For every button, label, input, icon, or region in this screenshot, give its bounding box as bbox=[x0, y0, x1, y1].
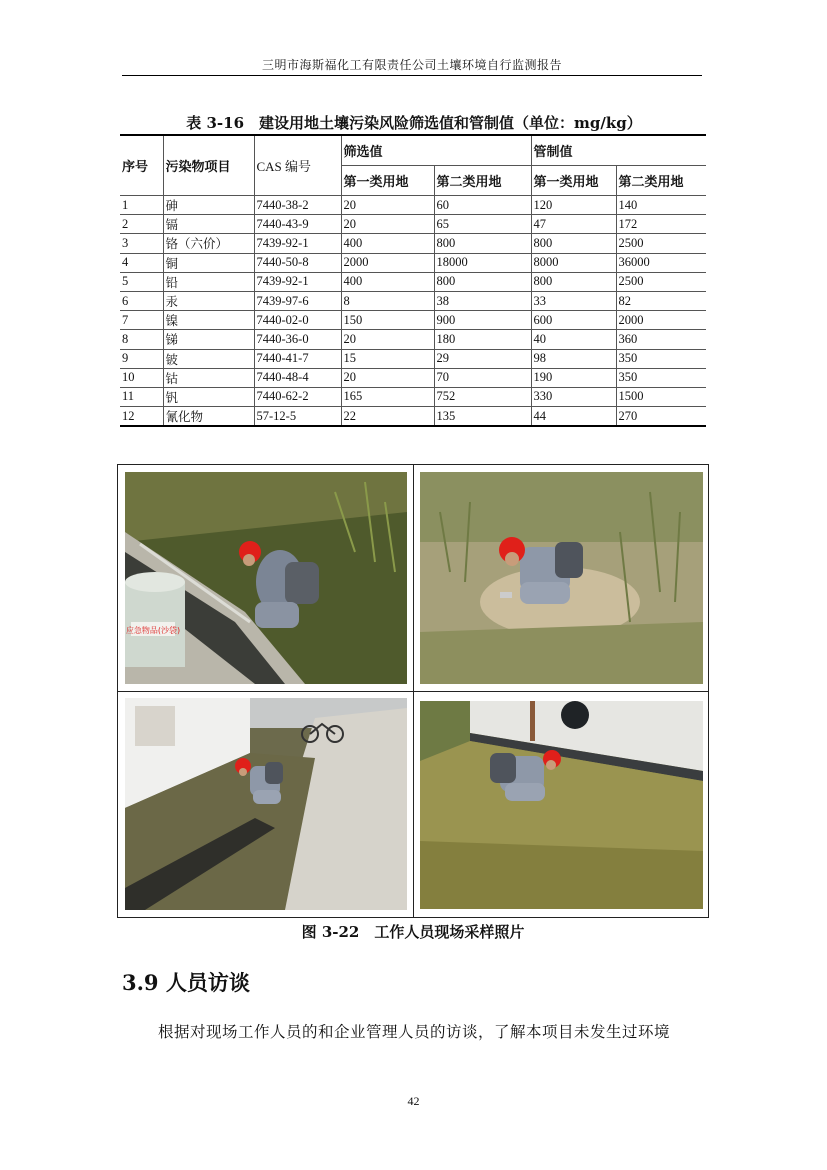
header-divider bbox=[122, 75, 702, 76]
table-row bbox=[120, 407, 706, 427]
header-control-class2: 第二类用地 bbox=[616, 166, 706, 196]
table-row bbox=[120, 387, 706, 406]
cell-control-class1: 8000 bbox=[531, 253, 616, 272]
cell-control-class1: 190 bbox=[531, 368, 616, 387]
header-screening: 筛选值 bbox=[341, 135, 531, 166]
cell-control-class2: 360 bbox=[616, 330, 706, 349]
cell-index: 5 bbox=[120, 272, 163, 291]
cell-screening-class2: 70 bbox=[434, 368, 531, 387]
cell-control-class1: 800 bbox=[531, 234, 616, 253]
cell-index: 4 bbox=[120, 253, 163, 272]
page-number: 42 bbox=[407, 1094, 420, 1108]
cell-screening-class1: 15 bbox=[341, 349, 434, 368]
cell-cas: 7439-97-6 bbox=[254, 291, 341, 310]
cell-pollutant: 钒 bbox=[163, 387, 254, 406]
cell-screening-class1: 22 bbox=[341, 407, 434, 427]
cell-index: 10 bbox=[120, 368, 163, 387]
cell-screening-class2: 752 bbox=[434, 387, 531, 406]
cell-cas: 7440-36-0 bbox=[254, 330, 341, 349]
table-row bbox=[120, 234, 706, 253]
page-header: 三明市海斯福化工有限责任公司土壤环境自行监测报告 bbox=[261, 58, 562, 72]
cell-index: 2 bbox=[120, 215, 163, 234]
cell-control-class1: 330 bbox=[531, 387, 616, 406]
cell-screening-class2: 900 bbox=[434, 311, 531, 330]
cell-control-class1: 33 bbox=[531, 291, 616, 310]
photo-grid bbox=[117, 464, 709, 918]
cell-screening-class1: 20 bbox=[341, 196, 434, 215]
cell-control-class1: 40 bbox=[531, 330, 616, 349]
cell-control-class1: 98 bbox=[531, 349, 616, 368]
cell-screening-class1: 8 bbox=[341, 291, 434, 310]
cell-cas: 7439-92-1 bbox=[254, 272, 341, 291]
cell-control-class1: 800 bbox=[531, 272, 616, 291]
cell-control-class1: 47 bbox=[531, 215, 616, 234]
cell-control-class2: 36000 bbox=[616, 253, 706, 272]
cell-index: 7 bbox=[120, 311, 163, 330]
cell-control-class2: 2500 bbox=[616, 234, 706, 253]
table-row bbox=[120, 330, 706, 349]
cell-screening-class1: 20 bbox=[341, 330, 434, 349]
cell-screening-class2: 65 bbox=[434, 215, 531, 234]
cell-screening-class2: 800 bbox=[434, 272, 531, 291]
cell-pollutant: 铬（六价） bbox=[163, 234, 254, 253]
cell-cas: 7440-48-4 bbox=[254, 368, 341, 387]
table-row bbox=[120, 215, 706, 234]
cell-pollutant: 镍 bbox=[163, 311, 254, 330]
cell-screening-class1: 400 bbox=[341, 272, 434, 291]
cell-screening-class2: 29 bbox=[434, 349, 531, 368]
cell-index: 6 bbox=[120, 291, 163, 310]
cell-cas: 7440-02-0 bbox=[254, 311, 341, 330]
cell-screening-class2: 800 bbox=[434, 234, 531, 253]
cell-screening-class2: 38 bbox=[434, 291, 531, 310]
cell-screening-class1: 20 bbox=[341, 215, 434, 234]
header-cas: CAS 编号 bbox=[254, 135, 341, 196]
table-row bbox=[120, 291, 706, 310]
cell-control-class2: 350 bbox=[616, 368, 706, 387]
cell-index: 8 bbox=[120, 330, 163, 349]
cell-pollutant: 锑 bbox=[163, 330, 254, 349]
cell-control-class2: 270 bbox=[616, 407, 706, 427]
cell-pollutant: 铍 bbox=[163, 349, 254, 368]
cell-pollutant: 铜 bbox=[163, 253, 254, 272]
cell-cas: 7440-41-7 bbox=[254, 349, 341, 368]
cell-pollutant: 氰化物 bbox=[163, 407, 254, 427]
cell-control-class2: 140 bbox=[616, 196, 706, 215]
cell-cas: 57-12-5 bbox=[254, 407, 341, 427]
cell-pollutant: 汞 bbox=[163, 291, 254, 310]
header-pollutant: 污染物项目 bbox=[163, 135, 254, 196]
cell-control-class2: 2500 bbox=[616, 272, 706, 291]
cell-screening-class2: 60 bbox=[434, 196, 531, 215]
body-paragraph: 根据对现场工作人员的和企业管理人员的访谈，了解本项目未发生过环境 bbox=[158, 1023, 671, 1041]
cell-screening-class1: 400 bbox=[341, 234, 434, 253]
table-row bbox=[120, 196, 706, 215]
sampling-photo-4 bbox=[420, 701, 703, 909]
cell-control-class2: 1500 bbox=[616, 387, 706, 406]
table-row bbox=[120, 368, 706, 387]
table-row bbox=[120, 311, 706, 330]
cell-control-class1: 600 bbox=[531, 311, 616, 330]
section-title: 3.9 人员访谈 bbox=[122, 970, 250, 995]
table-row bbox=[120, 349, 706, 368]
header-control-class1: 第一类用地 bbox=[531, 166, 616, 196]
table-body bbox=[120, 196, 706, 427]
cell-control-class1: 44 bbox=[531, 407, 616, 427]
emergency-bin bbox=[125, 572, 185, 667]
cell-control-class2: 2000 bbox=[616, 311, 706, 330]
cell-cas: 7440-62-2 bbox=[254, 387, 341, 406]
cell-pollutant: 钴 bbox=[163, 368, 254, 387]
table-row bbox=[120, 272, 706, 291]
cell-cas: 7440-38-2 bbox=[254, 196, 341, 215]
cell-index: 1 bbox=[120, 196, 163, 215]
grid-divider-horizontal bbox=[118, 691, 708, 692]
cell-pollutant: 铅 bbox=[163, 272, 254, 291]
cell-control-class2: 82 bbox=[616, 291, 706, 310]
cell-index: 12 bbox=[120, 407, 163, 427]
cell-cas: 7440-50-8 bbox=[254, 253, 341, 272]
cell-control-class1: 120 bbox=[531, 196, 616, 215]
cell-pollutant: 砷 bbox=[163, 196, 254, 215]
cell-screening-class1: 20 bbox=[341, 368, 434, 387]
cell-screening-class2: 180 bbox=[434, 330, 531, 349]
table-row bbox=[120, 253, 706, 272]
cell-screening-class1: 165 bbox=[341, 387, 434, 406]
sampling-photo-3 bbox=[125, 698, 407, 910]
cell-cas: 7440-43-9 bbox=[254, 215, 341, 234]
cell-screening-class2: 135 bbox=[434, 407, 531, 427]
sampling-photo-2 bbox=[420, 472, 703, 684]
cell-screening-class1: 2000 bbox=[341, 253, 434, 272]
cell-index: 9 bbox=[120, 349, 163, 368]
sampling-photo-1 bbox=[125, 472, 407, 684]
cell-pollutant: 镉 bbox=[163, 215, 254, 234]
cell-control-class2: 172 bbox=[616, 215, 706, 234]
header-screening-class2: 第二类用地 bbox=[434, 166, 531, 196]
cell-control-class2: 350 bbox=[616, 349, 706, 368]
table-caption: 表 3-16 建设用地土壤污染风险筛选值和管制值（单位：mg/kg） bbox=[186, 114, 642, 132]
figure-caption: 图 3-22 工作人员现场采样照片 bbox=[301, 923, 525, 941]
cell-cas: 7439-92-1 bbox=[254, 234, 341, 253]
header-screening-class1: 第一类用地 bbox=[341, 166, 434, 196]
cell-index: 3 bbox=[120, 234, 163, 253]
cell-screening-class1: 150 bbox=[341, 311, 434, 330]
header-index: 序号 bbox=[120, 135, 163, 196]
bin-label: 应急物品(沙袋) bbox=[125, 626, 181, 635]
cell-index: 11 bbox=[120, 387, 163, 406]
cell-screening-class2: 18000 bbox=[434, 253, 531, 272]
header-control: 管制值 bbox=[531, 135, 706, 166]
pollutant-table bbox=[120, 134, 706, 427]
